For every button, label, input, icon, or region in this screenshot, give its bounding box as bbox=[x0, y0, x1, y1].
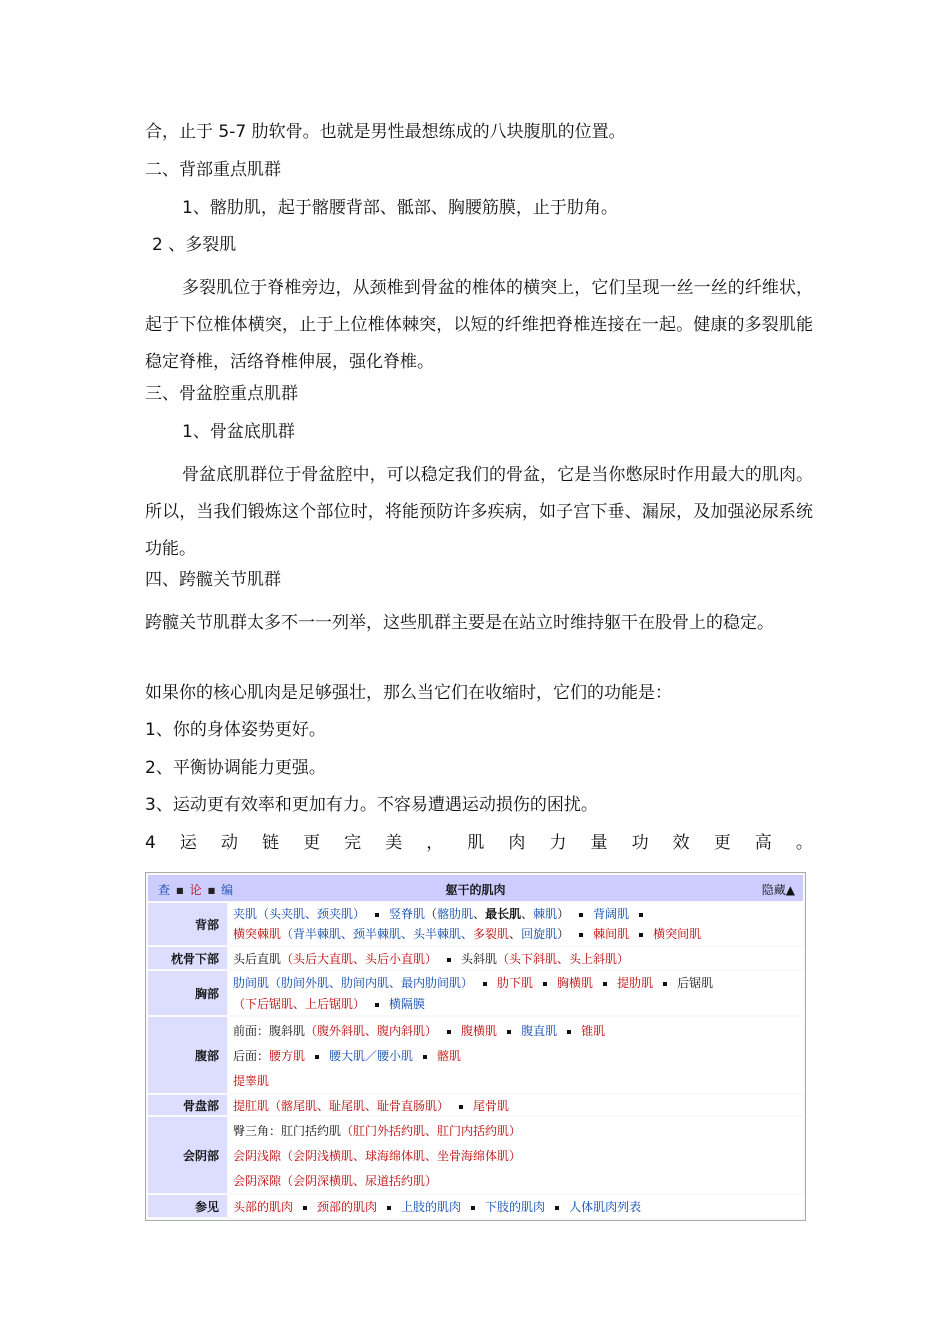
group-label-perineum: 会阴部 bbox=[148, 1117, 227, 1193]
link-intercostal-sub[interactable]: （肋间外肌、肋间内肌、最内肋间肌） bbox=[269, 976, 474, 990]
link-anal-sphincter-sub[interactable]: （肛门外括约肌、肛门内括约肌） bbox=[341, 1124, 522, 1138]
link-quadratus-lumborum[interactable]: 腰方肌 bbox=[269, 1049, 306, 1063]
link-abdominal-oblique-sub[interactable]: （腹外斜肌、腹内斜肌） bbox=[305, 1024, 438, 1038]
link-splenius-sub[interactable]: （头夹肌、颈夹肌） bbox=[257, 907, 366, 921]
link-transversospinales[interactable]: 横突棘肌 bbox=[233, 927, 282, 941]
link-intercostal[interactable]: 肋间肌 bbox=[233, 976, 270, 990]
link-obliquus-capitis[interactable]: 头斜肌 bbox=[461, 952, 498, 966]
item-pelvic-floor-heading: 1、骨盆底肌群 bbox=[182, 422, 295, 442]
link-deep-perineal-sub[interactable]: （会阴深横肌、尿道括约肌） bbox=[281, 1174, 438, 1188]
group-list-abdomen bbox=[229, 1017, 803, 1093]
link-transversus-thoracis[interactable]: 胸横肌 bbox=[557, 976, 594, 990]
spread-char: 动 bbox=[220, 833, 238, 853]
link-levatores-costarum[interactable]: 提肋肌 bbox=[617, 976, 654, 990]
paragraph-hip: 跨髋关节肌群太多不一一列举，这些肌群主要是在站立时维持躯干在股骨上的稳定。 bbox=[145, 613, 774, 633]
link-intertransversarii[interactable]: 横突间肌 bbox=[653, 927, 702, 941]
link-neck-muscles[interactable]: 颈部的肌肉 bbox=[317, 1200, 378, 1214]
link-deep-perineal[interactable]: 会阴深隙 bbox=[233, 1174, 282, 1188]
group-list-thorax bbox=[229, 971, 803, 1015]
navbox-row-thorax bbox=[148, 971, 803, 1015]
link-multifidus[interactable]: 多裂肌 bbox=[473, 927, 510, 941]
item-multifidus-heading: 2 、多裂肌 bbox=[152, 235, 237, 255]
link-muscle-list[interactable]: 人体肌肉列表 bbox=[569, 1200, 642, 1214]
navbox-trunk-muscles bbox=[145, 872, 806, 1221]
link-rectus-capitis-sub[interactable]: （头后大直肌、头后小直肌） bbox=[281, 952, 438, 966]
link-iliacus[interactable]: 髂肌 bbox=[437, 1049, 462, 1063]
spread-char: 更 bbox=[303, 833, 321, 853]
paragraph-pelvic-floor: 骨盆底肌群位于骨盆腔中，可以稳定我们的骨盆，它是当你憋尿时作用最大的肌肉。所以，当我们锻炼这个部位时，将能预防许多疾病，如子宫下垂、漏尿，及加强泌尿系统功能。 bbox=[145, 465, 813, 559]
spread-char: 力 bbox=[549, 833, 567, 853]
link-interspinales[interactable]: 棘间肌 bbox=[593, 927, 630, 941]
spread-char: 肉 bbox=[508, 833, 526, 853]
link-levator-ani-sub[interactable]: （髂尾肌、耻尾肌、耻骨直肠肌） bbox=[269, 1099, 450, 1113]
spread-char: 美 bbox=[385, 833, 403, 853]
link-subcostal[interactable]: 肋下肌 bbox=[497, 976, 534, 990]
abdomen-front-label: 前面： bbox=[233, 1024, 270, 1038]
abdomen-back-label: 后面： bbox=[233, 1049, 270, 1063]
navbox-vde-links: 查 ■ 论 ■ 编 bbox=[158, 883, 234, 897]
navbox-row-pelvis bbox=[148, 1095, 803, 1115]
navbox-row-abdomen bbox=[148, 1017, 803, 1093]
list-item-4 bbox=[145, 831, 813, 855]
navbox-row-perineum bbox=[148, 1117, 803, 1193]
link-superficial-perineal-sub[interactable]: （会阴浅横肌、球海绵体肌、坐骨海绵体肌） bbox=[281, 1149, 522, 1163]
link-splenius[interactable]: 夹肌 bbox=[233, 907, 258, 921]
list-item-2: 2、平衡协调能力更强。 bbox=[145, 758, 326, 778]
link-obliquus-capitis-sub[interactable]: （头下斜肌、头上斜肌） bbox=[497, 952, 630, 966]
paragraph-multifidus: 多裂肌位于脊椎旁边，从颈椎到骨盆的椎体的横突上，它们呈现一丝一丝的纤维状，起于下位椎体横突，止于上位椎体棘突，以短的纤维把脊椎连接在一起。健康的多裂肌能稳定脊椎，活络脊椎伸展，强化脊椎。 bbox=[145, 278, 813, 372]
group-list-pelvis bbox=[229, 1095, 803, 1115]
link-latissimus[interactable]: 背阔肌 bbox=[593, 907, 630, 921]
spread-char: 量 bbox=[590, 833, 608, 853]
link-rotatores[interactable]: 回旋肌 bbox=[521, 927, 558, 941]
link-abdominal-oblique[interactable]: 腹斜肌 bbox=[269, 1024, 306, 1038]
group-label-suboccipital: 枕骨下部 bbox=[148, 947, 227, 969]
link-longissimus[interactable]: 最长肌 bbox=[485, 907, 522, 921]
link-serratus-posterior[interactable]: 后锯肌 bbox=[677, 976, 714, 990]
link-psoas[interactable]: 腰大肌／腰小肌 bbox=[329, 1049, 414, 1063]
spread-char: 功 bbox=[631, 833, 649, 853]
group-label-seealso: 参见 bbox=[148, 1195, 227, 1217]
list-item-3: 3、运动更有效率和更加有力。不容易遭遇运动损伤的困扰。 bbox=[145, 795, 598, 815]
link-rectus-capitis[interactable]: 头后直肌 bbox=[233, 952, 282, 966]
link-anal-sphincter[interactable]: 肛门括约肌 bbox=[281, 1124, 342, 1138]
link-transversus-abdominis[interactable]: 腹横肌 bbox=[461, 1024, 498, 1038]
link-semispinalis[interactable]: （背半棘肌、颈半棘肌、头半棘肌、 bbox=[281, 927, 474, 941]
link-diaphragm[interactable]: 横隔膜 bbox=[389, 997, 426, 1011]
view-link[interactable]: 查 bbox=[158, 883, 171, 897]
link-upper-limb-muscles[interactable]: 上肢的肌肉 bbox=[401, 1200, 462, 1214]
discuss-link[interactable]: 论 bbox=[189, 883, 202, 897]
section-heading-back: 二、背部重点肌群 bbox=[145, 160, 281, 180]
list-item-1: 1、你的身体姿势更好。 bbox=[145, 720, 326, 740]
link-serratus-posterior-sub[interactable]: （下后锯肌、上后锯肌） bbox=[233, 997, 366, 1011]
group-list-suboccipital bbox=[229, 947, 803, 969]
link-head-muscles[interactable]: 头部的肌肉 bbox=[233, 1200, 294, 1214]
link-cremaster[interactable]: 提睾肌 bbox=[233, 1074, 270, 1088]
section-heading-pelvic: 三、骨盆腔重点肌群 bbox=[145, 384, 298, 404]
group-label-back: 背部 bbox=[148, 903, 227, 945]
paragraph-line: 合，止于 5-7 肋软骨。也就是男性最想练成的八块腹肌的位置。 bbox=[145, 122, 626, 142]
spread-char: 肌 bbox=[467, 833, 485, 853]
group-list-back: 夹肌（头夹肌、颈夹肌） 竖脊肌（髂肋肌、最长肌、棘肌） 背阔肌 横突棘肌（背半棘肌、颈半棘肌、头半棘肌、多裂肌、回旋肌） 棘间肌 横突间肌 bbox=[229, 903, 803, 945]
link-spinalis[interactable]: 棘肌 bbox=[533, 907, 558, 921]
spread-char: 完 bbox=[344, 833, 362, 853]
spread-char: 效 bbox=[672, 833, 690, 853]
edit-link[interactable]: 编 bbox=[221, 883, 234, 897]
link-pyramidalis[interactable]: 锥肌 bbox=[581, 1024, 606, 1038]
section-heading-hip: 四、跨髋关节肌群 bbox=[145, 570, 281, 590]
link-levator-ani[interactable]: 提肛肌 bbox=[233, 1099, 270, 1113]
paragraph-core-intro: 如果你的核心肌肉是足够强壮，那么当它们在收缩时，它们的功能是： bbox=[145, 683, 672, 703]
navbox-heading: 躯干的肌肉 bbox=[445, 883, 506, 897]
link-iliocostalis[interactable]: 髂肋肌 bbox=[437, 907, 474, 921]
spread-char: 更 bbox=[713, 833, 731, 853]
navbox-row-back bbox=[148, 903, 803, 945]
link-erector-spinae[interactable]: 竖脊肌 bbox=[389, 907, 426, 921]
hide-toggle[interactable]: 隐藏▲ bbox=[761, 883, 795, 897]
spread-char: ， bbox=[426, 833, 444, 853]
group-list-seealso bbox=[229, 1195, 803, 1217]
link-superficial-perineal[interactable]: 会阴浅隙 bbox=[233, 1149, 282, 1163]
spread-char: 运 bbox=[179, 833, 197, 853]
link-coccygeus[interactable]: 尾骨肌 bbox=[473, 1099, 510, 1113]
spread-char: 4 bbox=[145, 833, 156, 853]
navbox-title-bar bbox=[148, 875, 803, 901]
item-iliocostalis: 1、髂肋肌，起于髂腰背部、骶部、胸腰筋膜，止于肋角。 bbox=[182, 198, 618, 218]
spread-char: 。 bbox=[795, 833, 813, 853]
spread-char: 链 bbox=[262, 833, 280, 853]
anal-triangle-label: 臀三角： bbox=[233, 1124, 282, 1138]
group-label-abdomen: 腹部 bbox=[148, 1017, 227, 1093]
spread-char: 高 bbox=[754, 833, 772, 853]
navbox-row-seealso bbox=[148, 1195, 803, 1217]
group-label-thorax: 胸部 bbox=[148, 971, 227, 1015]
link-lower-limb-muscles[interactable]: 下肢的肌肉 bbox=[485, 1200, 546, 1214]
navbox-row-suboccipital bbox=[148, 947, 803, 969]
group-label-pelvis: 骨盘部 bbox=[148, 1095, 227, 1115]
group-list-perineum bbox=[229, 1117, 803, 1193]
link-rectus-abdominis[interactable]: 腹直肌 bbox=[521, 1024, 558, 1038]
